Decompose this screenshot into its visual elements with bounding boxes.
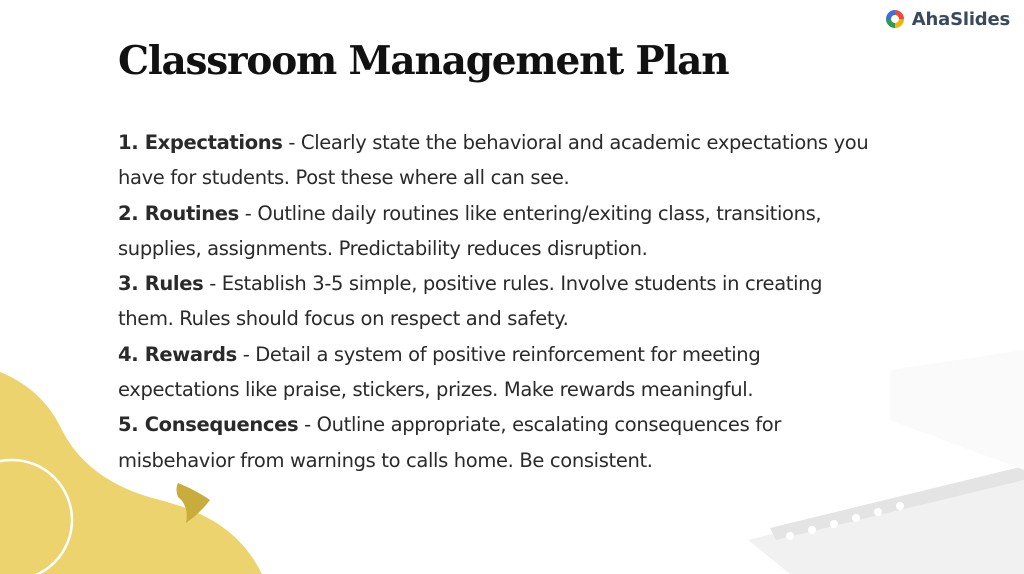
plan-item-separator: - bbox=[298, 413, 317, 437]
logo-text: AhaSlides bbox=[911, 8, 1010, 30]
plan-item bbox=[118, 407, 878, 478]
ahaslides-logo bbox=[884, 8, 1010, 30]
plan-item-separator: - bbox=[238, 201, 258, 225]
plan-item bbox=[118, 266, 878, 337]
plan-item-description: Outline daily routines like entering/exiting class, transitions, supplies, assignments. Predictability reduces disruption. bbox=[118, 201, 822, 260]
plan-item-description: Clearly state the behavioral and academic expectations you have for students. Post these where all can see. bbox=[118, 131, 869, 190]
plan-item-term: 2. Routines bbox=[118, 201, 239, 225]
plan-item-separator: - bbox=[282, 131, 301, 154]
plan-item-term: 5. Consequences bbox=[118, 413, 299, 437]
plan-item-term: 4. Rewards bbox=[118, 342, 237, 366]
plan-item-term: 1. Expectations bbox=[118, 131, 283, 154]
plan-item-separator: - bbox=[236, 342, 256, 366]
plan-item-description: Establish 3-5 simple, positive rules. Involve students in creating them. Rules should focus on respect and safety. bbox=[118, 272, 823, 331]
plan-list bbox=[118, 125, 878, 478]
plan-item-term: 3. Rules bbox=[118, 272, 204, 296]
plan-item bbox=[118, 337, 878, 408]
slide-title: Classroom Management Plan bbox=[118, 38, 729, 84]
plan-item bbox=[118, 125, 878, 196]
plan-item-description: Outline appropriate, escalating consequences for misbehavior from warnings to calls home. Be consistent. bbox=[118, 413, 781, 472]
plan-item-separator: - bbox=[203, 272, 222, 296]
plan-item-description: Detail a system of positive reinforcement for meeting expectations like praise, stickers, prizes. Make rewards meaningful. bbox=[118, 342, 761, 402]
plan-item bbox=[118, 196, 878, 267]
ahaslides-logo-icon bbox=[884, 8, 906, 30]
